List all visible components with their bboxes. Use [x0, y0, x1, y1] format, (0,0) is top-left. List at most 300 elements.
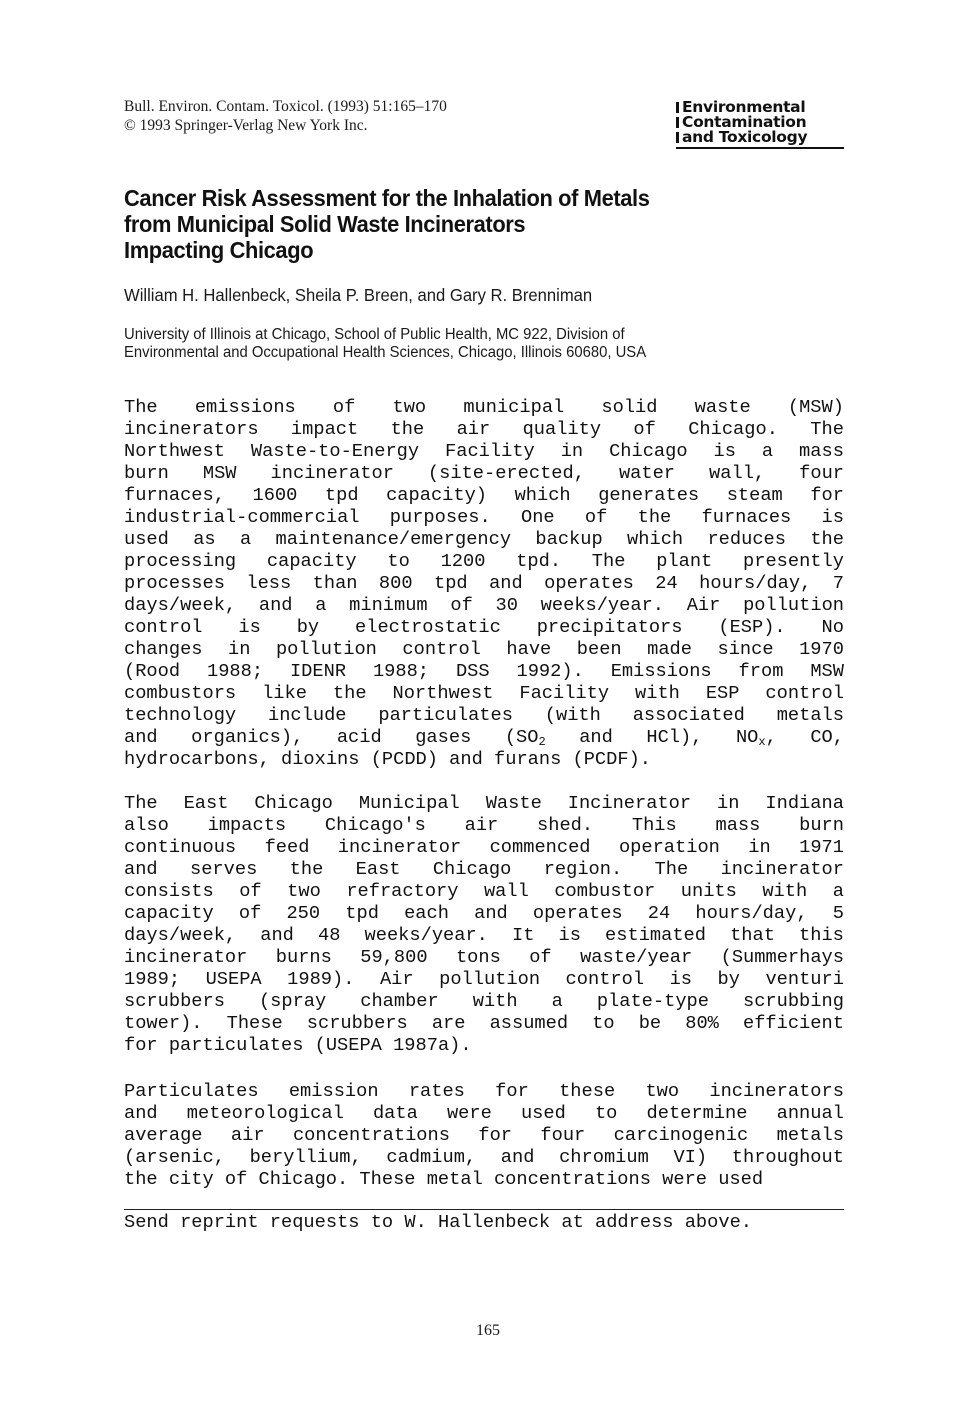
word: 250 — [286, 902, 321, 924]
word: processing — [124, 550, 237, 572]
word: of — [239, 880, 262, 902]
word: changes — [124, 638, 203, 660]
word: have — [506, 638, 552, 660]
word: the — [390, 418, 425, 440]
word: hours/day, — [699, 572, 812, 594]
word: scrubbers — [124, 990, 225, 1012]
word: and — [260, 924, 294, 946]
word: is — [558, 924, 581, 946]
word: USEPA — [205, 968, 262, 990]
text-line — [124, 880, 844, 902]
word: a — [832, 880, 844, 902]
word: the — [289, 858, 324, 880]
word: gases — [415, 726, 472, 748]
word: The — [591, 550, 626, 572]
word: (Rood — [124, 660, 181, 682]
word: concentrations — [493, 1168, 651, 1190]
word: by — [717, 968, 740, 990]
word: two — [287, 880, 321, 902]
text-line — [124, 660, 844, 682]
word: backup — [535, 528, 603, 550]
word: this — [799, 924, 844, 946]
word: operation — [618, 836, 720, 858]
word: processes — [124, 572, 225, 594]
word: air — [230, 1124, 265, 1146]
word: and — [500, 1146, 535, 1168]
word: two — [645, 1080, 680, 1102]
text-line — [124, 1168, 844, 1190]
word: 30 — [495, 594, 518, 616]
word: MSW — [810, 660, 844, 682]
word: that — [730, 924, 775, 946]
word: plate-type — [596, 990, 709, 1012]
word: East — [355, 858, 401, 880]
text-line — [124, 1080, 844, 1102]
footnote: Send reprint requests to W. Hallenbeck at address above. — [124, 1211, 753, 1233]
text-line — [124, 946, 844, 968]
word: Northwest — [124, 440, 225, 462]
word: ESP — [705, 682, 740, 704]
word: presently — [743, 550, 844, 572]
word: control — [565, 968, 645, 990]
logo-underline — [676, 147, 844, 149]
word: maintenance/emergency — [275, 528, 512, 550]
text-line — [124, 1124, 844, 1146]
word: control — [765, 682, 844, 704]
word: commenced — [489, 836, 591, 858]
word: 24 — [647, 902, 671, 924]
word: hours/day, — [695, 902, 808, 924]
word: 1988; — [372, 660, 430, 682]
word: made — [647, 638, 692, 660]
word: region. — [543, 858, 623, 880]
text-line — [124, 1012, 844, 1034]
word: incinerators — [124, 418, 259, 440]
word: for — [810, 484, 844, 506]
word: capacity — [266, 550, 357, 572]
word: (spray — [258, 990, 327, 1012]
text-line — [124, 616, 844, 638]
text-line — [124, 924, 844, 946]
word: quality — [522, 418, 602, 440]
word: a — [239, 528, 252, 550]
word: the — [810, 528, 844, 550]
logo-line-contamination: Contamination — [676, 115, 844, 130]
word: incinerator — [270, 462, 394, 484]
word: feed — [264, 836, 310, 858]
word: efficient — [742, 1012, 844, 1034]
word: beryllium, — [249, 1146, 362, 1168]
word: which — [627, 528, 684, 550]
word: No — [821, 616, 844, 638]
text-line — [124, 506, 844, 528]
word: data — [372, 1102, 418, 1124]
word: HCl), — [646, 726, 703, 748]
word: The — [124, 792, 158, 814]
word: (ESP). — [718, 616, 786, 638]
affiliation — [124, 326, 646, 362]
text-line — [124, 1102, 844, 1124]
word: cadmium, — [386, 1146, 477, 1168]
word: operates — [532, 902, 623, 924]
word: Chicago — [432, 858, 512, 880]
word: industrial-commercial — [124, 506, 360, 528]
word: tpd — [345, 902, 379, 924]
word: emission — [288, 1080, 379, 1102]
copyright-line: © 1993 Springer-Verlag New York Inc. — [124, 117, 368, 134]
word: and — [258, 594, 293, 616]
text-line — [124, 990, 844, 1012]
body-paragraph-1 — [124, 396, 844, 770]
word: rates — [408, 1080, 465, 1102]
article-title — [124, 185, 775, 263]
word: chromium — [559, 1146, 649, 1168]
word: Waste — [485, 792, 542, 814]
word: than — [312, 572, 358, 594]
word: 1992). — [516, 660, 584, 682]
word: were — [446, 1102, 492, 1124]
word: used — [520, 1102, 566, 1124]
word: Chicago — [609, 440, 688, 462]
text-line — [124, 814, 844, 836]
word: Incinerator — [567, 792, 692, 814]
word: particulates — [378, 704, 513, 726]
word: tpd. — [516, 550, 562, 572]
word: Northwest — [392, 682, 494, 704]
word: emissions — [194, 396, 296, 418]
word: combustors — [124, 682, 237, 704]
word: (site-erected, — [427, 462, 585, 484]
word: include — [268, 704, 347, 726]
word: Municipal — [358, 792, 460, 814]
body-paragraph-2 — [124, 792, 844, 1056]
word: four — [799, 462, 844, 484]
word: Waste-to-Energy — [250, 440, 420, 462]
text-line — [124, 682, 844, 704]
text-line — [124, 1034, 844, 1056]
word: as — [193, 528, 216, 550]
word: and — [124, 858, 158, 880]
word: a — [761, 440, 774, 462]
word: (MSW) — [787, 396, 844, 418]
word: four — [540, 1124, 586, 1146]
word: Particulates — [124, 1080, 259, 1102]
word: furans — [494, 748, 562, 770]
word: in — [228, 638, 251, 660]
word: used — [124, 528, 169, 550]
word: 24 — [655, 572, 678, 594]
word: solid — [601, 396, 658, 418]
text-line — [124, 440, 844, 462]
word: These — [226, 1012, 283, 1034]
text-line — [124, 748, 844, 770]
word: and — [474, 902, 508, 924]
word: to — [387, 550, 410, 572]
word: furnaces, — [124, 484, 225, 506]
word: incinerator — [124, 946, 248, 968]
word: meteorological — [186, 1102, 344, 1124]
word: pollution — [275, 638, 377, 660]
word: air — [456, 418, 491, 440]
word: refractory — [346, 880, 459, 902]
text-line — [124, 726, 844, 748]
word: 1970 — [799, 638, 844, 660]
word: 80% — [685, 1012, 719, 1034]
text-line — [124, 396, 844, 418]
word: in — [560, 440, 584, 462]
footnote-divider — [124, 1209, 844, 1210]
text-line — [124, 418, 844, 440]
word: from — [738, 660, 784, 682]
word: in — [717, 792, 740, 814]
word: and — [579, 726, 613, 748]
word: reduces — [707, 528, 786, 550]
word: is — [821, 506, 844, 528]
word: (PCDD) — [370, 748, 438, 770]
word: for — [124, 1034, 158, 1056]
body-paragraph-3 — [124, 1080, 844, 1190]
word: precipitators — [536, 616, 683, 638]
word: (Summerhays — [720, 946, 844, 968]
citation-line: Bull. Environ. Contam. Toxicol. (1993) 51:165–170 — [124, 98, 447, 115]
word: also — [124, 814, 169, 836]
word: tpd — [324, 484, 359, 506]
text-line — [124, 1146, 844, 1168]
word: of — [332, 396, 356, 418]
word: scrubbing — [742, 990, 844, 1012]
word: of — [238, 902, 262, 924]
word: MSW — [202, 462, 237, 484]
word: impacts — [207, 814, 287, 836]
word: (USEPA — [314, 1034, 382, 1056]
word: a — [315, 594, 327, 616]
word: these — [559, 1080, 616, 1102]
word: operates — [544, 572, 634, 594]
word: concentrations — [292, 1124, 450, 1146]
word: East — [183, 792, 229, 814]
citation-block — [124, 97, 447, 135]
word: 48 — [318, 924, 341, 946]
word: 800 — [378, 572, 413, 594]
word: by — [296, 616, 320, 638]
word: The — [654, 858, 689, 880]
word: for — [478, 1124, 513, 1146]
word: be — [638, 1012, 662, 1034]
word: steam — [726, 484, 783, 506]
word: It — [511, 924, 535, 946]
word: the — [124, 1168, 158, 1190]
text-line — [124, 858, 844, 880]
word: generates — [598, 484, 700, 506]
title-line: Cancer Risk Assessment for the Inhalation of Metals — [124, 185, 650, 211]
word: the — [332, 682, 367, 704]
word: of — [584, 506, 608, 528]
word: been — [576, 638, 622, 660]
word: metal — [426, 1168, 483, 1190]
word: waste — [694, 396, 751, 418]
title-line: from Municipal Solid Waste Incinerators — [124, 211, 526, 237]
word: annual — [776, 1102, 844, 1124]
word: tpd — [434, 572, 468, 594]
word: 1989; — [124, 968, 181, 990]
word: incinerator — [720, 858, 844, 880]
text-line — [124, 704, 844, 726]
word: is — [238, 616, 261, 638]
word: 5 — [832, 902, 844, 924]
word: venturi — [765, 968, 844, 990]
word: used — [718, 1168, 764, 1190]
word: minimum — [349, 594, 428, 616]
text-line — [124, 968, 844, 990]
word: $NO_x$, — [735, 726, 777, 749]
word: and — [124, 726, 158, 748]
word: of — [450, 594, 473, 616]
text-line — [124, 528, 844, 550]
word: continuous — [124, 836, 237, 858]
text-line — [124, 462, 844, 484]
word: electrostatic — [355, 616, 501, 638]
word: weeks/year. — [364, 924, 488, 946]
word: metals — [776, 1124, 844, 1146]
word: days/week, — [124, 924, 237, 946]
page-number: 165 — [476, 1322, 500, 1339]
word: mass — [715, 814, 761, 836]
word: of — [224, 1168, 248, 1190]
word: burns — [275, 946, 332, 968]
word: Indiana — [765, 792, 844, 814]
word: with — [762, 880, 808, 902]
word: purposes. — [389, 506, 491, 528]
word: 1200 — [440, 550, 486, 572]
word: Air — [686, 594, 721, 616]
word: DSS — [455, 660, 490, 682]
word: plant — [656, 550, 713, 572]
word: Emissions — [610, 660, 712, 682]
word: Air — [379, 968, 414, 990]
word: 59,800 — [360, 946, 428, 968]
word: units — [680, 880, 737, 902]
word: estimated — [605, 924, 706, 946]
word: serves — [190, 858, 258, 880]
word: which — [514, 484, 571, 506]
word: carcinogenic — [613, 1124, 749, 1146]
word: in — [748, 836, 771, 858]
text-line — [124, 572, 844, 594]
word: were — [662, 1168, 708, 1190]
word: 7 — [832, 572, 844, 594]
word: pollution — [439, 968, 541, 990]
word: municipal — [463, 396, 565, 418]
word: (arsenic, — [124, 1146, 225, 1168]
word: control — [402, 638, 481, 660]
word: weeks/year. — [540, 594, 664, 616]
word: mass — [799, 440, 844, 462]
word: are — [431, 1012, 466, 1034]
word: control — [124, 616, 203, 638]
affiliation-line: Environmental and Occupational Health Sciences, Chicago, Illinois 60680, USA — [124, 344, 647, 361]
word: impact — [290, 418, 359, 440]
word: to — [592, 1012, 615, 1034]
word: waste/year — [580, 946, 693, 968]
word: each — [404, 902, 449, 924]
word: like — [262, 682, 307, 704]
author-list: William H. Hallenbeck, Sheila P. Breen, and Gary R. Brenniman — [124, 285, 593, 305]
word: scrubbers — [306, 1012, 408, 1034]
word: and — [124, 1102, 158, 1124]
word: average — [124, 1124, 203, 1146]
word: to — [594, 1102, 618, 1124]
word: with — [635, 682, 680, 704]
text-line — [124, 792, 844, 814]
word: days/week, — [124, 594, 237, 616]
affiliation-line: University of Illinois at Chicago, School of Public Health, MC 922, Division of — [124, 326, 625, 343]
word: tons — [455, 946, 501, 968]
word: Facility — [519, 682, 610, 704]
word: IDENR — [289, 660, 347, 682]
word: Chicago's — [324, 814, 426, 836]
word: is — [713, 440, 736, 462]
word: hydrocarbons, — [124, 748, 270, 770]
logo-line-toxicology: and Toxicology — [676, 130, 844, 145]
word: wall — [483, 880, 529, 902]
word: less — [246, 572, 292, 594]
word: chamber — [360, 990, 439, 1012]
word: incinerators — [709, 1080, 844, 1102]
word: (with — [544, 704, 601, 726]
word: burn — [799, 814, 844, 836]
text-line — [124, 484, 844, 506]
word: capacity — [124, 902, 214, 924]
word: consists — [124, 880, 214, 902]
word: two — [392, 396, 427, 418]
word: organics), — [191, 726, 304, 748]
text-line — [124, 902, 844, 924]
word: is — [669, 968, 692, 990]
word: a — [551, 990, 563, 1012]
word: 1989). — [287, 968, 355, 990]
word: technology — [124, 704, 237, 726]
word: burn — [124, 462, 169, 484]
word: shed. — [537, 814, 594, 836]
word: VI) — [673, 1146, 708, 1168]
word: Facility — [445, 440, 535, 462]
word: associated — [632, 704, 745, 726]
word: furnaces — [701, 506, 792, 528]
word: of — [633, 418, 656, 440]
word: 1988; — [206, 660, 264, 682]
text-line — [124, 638, 844, 660]
word: throughout — [731, 1146, 844, 1168]
word: with — [472, 990, 518, 1012]
word: 1987a). — [393, 1034, 472, 1056]
word: and — [489, 572, 523, 594]
word: One — [520, 506, 555, 528]
word: assumed — [489, 1012, 569, 1034]
word: (PCDF). — [572, 748, 652, 770]
word: of — [529, 946, 552, 968]
word: water — [618, 462, 676, 484]
word: CO, — [810, 726, 844, 748]
word: for — [495, 1080, 529, 1102]
word: These — [359, 1168, 416, 1190]
word: city — [168, 1168, 214, 1190]
word: This — [631, 814, 677, 836]
word: 1600 — [252, 484, 298, 506]
word: acid — [336, 726, 382, 748]
logo-line-environmental: Environmental — [676, 100, 844, 115]
word: The — [124, 396, 158, 418]
word: incinerator — [337, 836, 462, 858]
